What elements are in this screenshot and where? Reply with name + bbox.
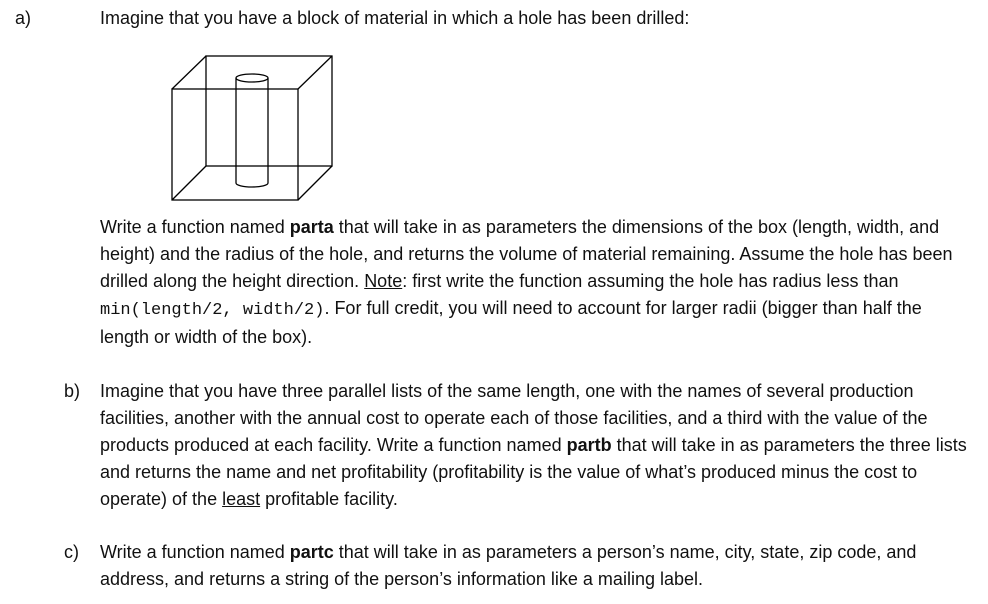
hole-top-ellipse bbox=[236, 74, 268, 82]
block-edge bbox=[172, 56, 206, 89]
question-a-intro: Imagine that you have a block of material in which a hole has been drilled: bbox=[100, 8, 690, 28]
question-b-text-3: profitable facility. bbox=[260, 489, 398, 509]
question-b bbox=[64, 378, 970, 513]
question-a-text-1: Write a function named bbox=[100, 217, 290, 237]
min-code-snippet: min(length/2, width/2) bbox=[100, 301, 325, 320]
block-front-face bbox=[172, 89, 298, 200]
block-edge bbox=[298, 166, 332, 200]
question-c-text-1: Write a function named bbox=[100, 542, 290, 562]
question-c-text-2: that will take in as parameters a person’s name, city, state, zip code, and address, and returns a string of the person’s information like a mailing label. bbox=[100, 542, 917, 589]
block-back-face bbox=[206, 56, 332, 166]
question-a-text-3: : first write the function assuming the hole has radius less than bbox=[402, 271, 899, 291]
function-name-parta: parta bbox=[289, 217, 334, 237]
function-name-partc: partc bbox=[289, 542, 334, 562]
drilled-block-diagram bbox=[168, 51, 338, 203]
question-a bbox=[15, 5, 966, 32]
function-name-partb: partb bbox=[566, 435, 612, 455]
question-a-body bbox=[100, 214, 970, 351]
question-a-text-4: . For full credit, you will need to account for larger radii (bigger than half the length or width of the box). bbox=[100, 298, 922, 347]
question-b-text-2: that will take in as parameters the three lists and returns the name and net profitability (profitability is the value of what’s produced minus the cost to operate) of the bbox=[100, 435, 967, 509]
question-a-marker: a) bbox=[15, 8, 32, 28]
block-edge bbox=[172, 166, 206, 200]
hole-bottom-arc bbox=[236, 183, 268, 187]
least-emphasis: least bbox=[222, 489, 261, 509]
question-a-text-2: that will take in as parameters the dimensions of the box (length, width, and height) and the radius of the hole, and returns the volume of material remaining. Assume the hole has been drilled along the height direction. bbox=[100, 217, 953, 291]
question-b-text-1: Imagine that you have three parallel lists of the same length, one with the names of several production facilities, another with the annual cost to operate each of those facilities, and a third with the value of the products produced at each facility. Write a function named bbox=[100, 381, 928, 455]
question-c bbox=[64, 539, 970, 593]
note-label: Note bbox=[364, 271, 403, 291]
question-c-marker: c) bbox=[64, 542, 79, 562]
question-b-marker: b) bbox=[64, 381, 81, 401]
block-edge bbox=[298, 56, 332, 89]
